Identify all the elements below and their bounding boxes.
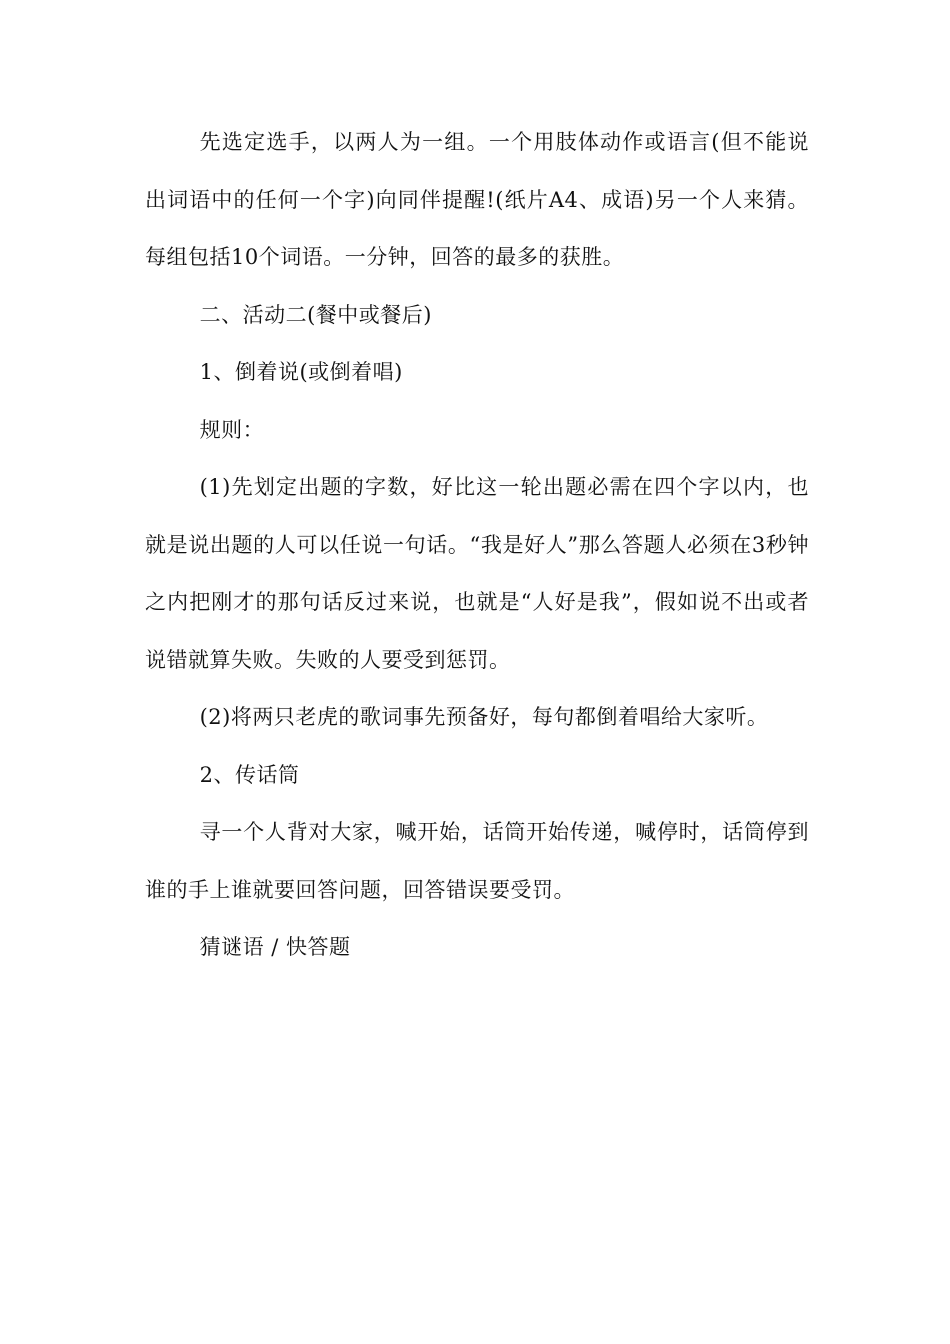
paragraph-rule-one: (1)先划定出题的字数，好比这一轮出题必需在四个字以内，也就是说出题的人可以任说一句话。“我是好人”那么答题人必须在3秒钟之内把刚才的那句话反过来说，也就是“人好是我”，假如说不出或者说错就算失败。失败的人要受到惩罚。 — [145, 475, 809, 672]
paragraph-rule-two: (2)将两只老虎的歌词事先预备好，每句都倒着唱给大家听。 — [199, 705, 769, 729]
heading-activity-two: 二、活动二(餐中或餐后) — [199, 302, 432, 327]
heading-rules: 规则： — [199, 417, 265, 442]
paragraph-pass-microphone: 寻一个人背对大家，喊开始，话筒开始传递，喊停时，话筒停到谁的手上谁就要回答问题，回答错误要受罚。 — [145, 820, 809, 902]
heading-riddles: 猜谜语 / 快答题 — [199, 935, 351, 959]
document-body — [145, 114, 809, 977]
paragraph-rules-intro: 先选定选手，以两人为一组。一个用肢体动作或语言(但不能说出词语中的任何一个字)向同伴提醒!(纸片A4、成语)另一个人来猜。每组包括10个词语。一分钟，回答的最多的获胜。 — [145, 130, 809, 269]
heading-pass-microphone: 2、传话筒 — [199, 762, 300, 787]
heading-reverse-speak: 1、倒着说(或倒着唱) — [199, 360, 403, 384]
